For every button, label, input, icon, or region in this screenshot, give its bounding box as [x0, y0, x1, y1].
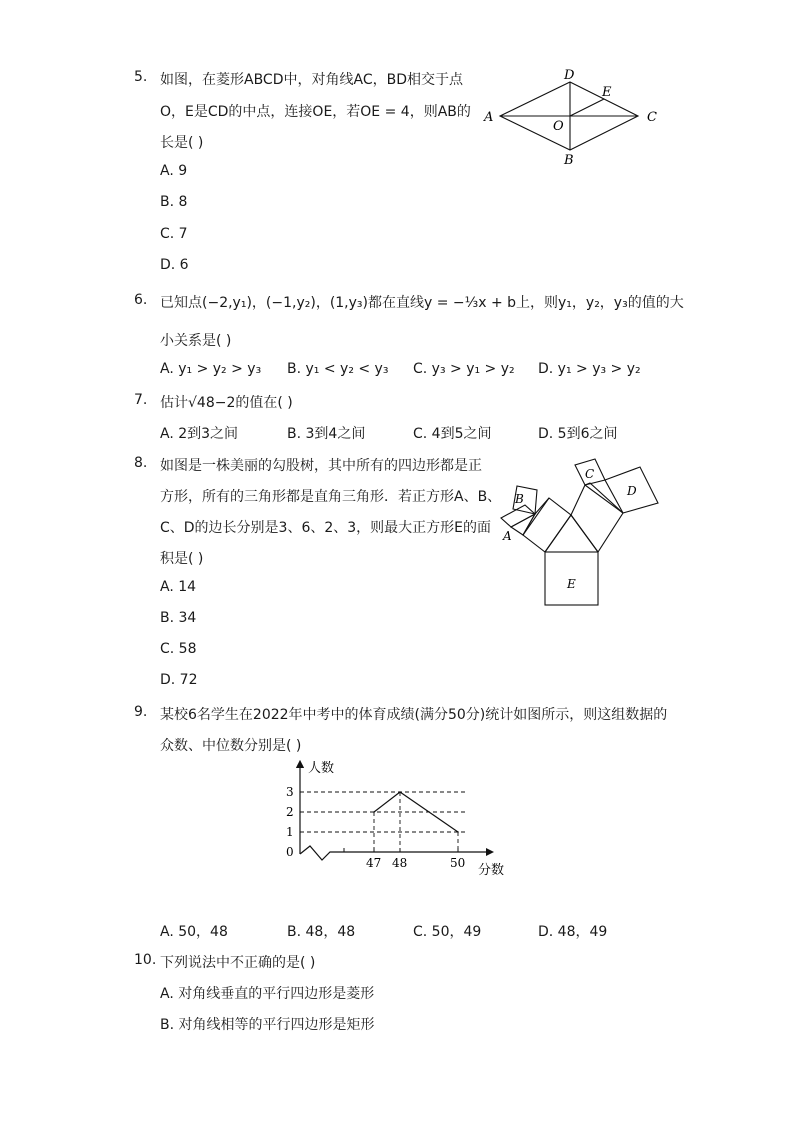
- option-d[interactable]: D. y₁ > y₃ > y₂: [538, 361, 641, 377]
- option-d[interactable]: D. 72: [160, 672, 198, 688]
- question-text: 如图是一株美丽的勾股树，其中所有的四边形都是正: [160, 458, 482, 474]
- label-d: D: [564, 68, 575, 83]
- question-text: C、D的边长分别是3、6、2、3，则最大正方形E的面: [160, 520, 492, 536]
- x-tick-label: 48: [392, 856, 408, 870]
- question-text: 某校6名学生在2022年中考中的体育成绩(满分50分)统计如图所示，则这组数据的: [160, 707, 668, 723]
- question-number: 6.: [134, 292, 148, 308]
- question-number: 7.: [134, 392, 148, 408]
- score-line-chart: [280, 756, 520, 884]
- data-point: [373, 811, 375, 813]
- option-a[interactable]: A. y₁ > y₂ > y₃: [160, 361, 262, 377]
- x-axis-arrow: [486, 848, 494, 856]
- option-a[interactable]: A. 14: [160, 579, 197, 595]
- x-tick-label: 47: [366, 856, 382, 870]
- question-text: 长是( ): [160, 135, 204, 151]
- label-e: E: [567, 577, 576, 591]
- question-text: 估计√48−2的值在( ): [160, 395, 293, 411]
- option-b[interactable]: B. y₁ < y₂ < y₃: [287, 361, 389, 377]
- question-text: 积是( ): [160, 551, 204, 567]
- label-c: C: [647, 110, 657, 125]
- triangle-right: [585, 483, 623, 513]
- label-e: E: [602, 85, 612, 100]
- option-d[interactable]: D. 5到6之间: [538, 426, 618, 442]
- option-b[interactable]: B. 48，48: [287, 924, 356, 940]
- label-a: A: [503, 529, 512, 543]
- option-a[interactable]: A. 50，48: [160, 924, 228, 940]
- label-b: B: [564, 153, 574, 168]
- option-c[interactable]: C. 4到5之间: [413, 426, 492, 442]
- option-b[interactable]: B. 对角线相等的平行四边形是矩形: [160, 1017, 375, 1033]
- label-o: O: [553, 119, 564, 134]
- y-tick-label: 0: [286, 845, 294, 859]
- option-d[interactable]: D. 6: [160, 257, 189, 273]
- question-text: 下列说法中不正确的是( ): [160, 955, 316, 971]
- option-c[interactable]: C. 58: [160, 641, 197, 657]
- option-b[interactable]: B. 8: [160, 194, 188, 210]
- triangle-top: [545, 515, 598, 552]
- label-b: B: [515, 492, 524, 506]
- label-a: A: [484, 110, 494, 125]
- triangle-a: [511, 514, 535, 535]
- question-text: 如图，在菱形ABCD中，对角线AC，BD相交于点: [160, 72, 463, 88]
- y-axis-label: 人数: [308, 761, 335, 776]
- question-text: 众数、中位数分别是( ): [160, 738, 302, 754]
- question-number: 5.: [134, 69, 148, 85]
- y-tick-label: 2: [286, 805, 294, 819]
- question-text: 方形，所有的三角形都是直角三角形．若正方形A、B、: [160, 489, 502, 505]
- option-b[interactable]: B. 34: [160, 610, 197, 626]
- pythagoras-tree-figure: [495, 455, 665, 615]
- y-tick-label: 3: [286, 785, 294, 799]
- option-c[interactable]: C. 7: [160, 226, 188, 242]
- option-b[interactable]: B. 3到4之间: [287, 426, 366, 442]
- x-axis-label: 分数: [478, 863, 505, 878]
- label-d: D: [627, 484, 637, 498]
- question-number: 9.: [134, 704, 148, 720]
- segment-oe: [570, 99, 604, 116]
- question-number: 8.: [134, 455, 148, 471]
- y-tick-label: 1: [286, 825, 294, 839]
- rhombus-figure: [478, 66, 666, 170]
- left-rectangle-square: [523, 498, 571, 552]
- option-a[interactable]: A. 9: [160, 163, 188, 179]
- option-a[interactable]: A. 对角线垂直的平行四边形是菱形: [160, 986, 375, 1002]
- data-point: [457, 831, 459, 833]
- right-square: [571, 485, 623, 552]
- option-c[interactable]: C. y₃ > y₁ > y₂: [413, 361, 515, 377]
- question-number: 10.: [134, 952, 157, 968]
- option-d[interactable]: D. 48，49: [538, 924, 608, 940]
- data-point: [399, 791, 401, 793]
- question-text: 已知点(−2,y₁)，(−1,y₂)，(1,y₃)都在直线y = −⅓x + b上，则y₁，y₂，y₃的值的大: [160, 295, 684, 311]
- option-a[interactable]: A. 2到3之间: [160, 426, 239, 442]
- label-c: C: [585, 467, 595, 481]
- option-c[interactable]: C. 50，49: [413, 924, 482, 940]
- question-text: O，E是CD的中点，连接OE，若OE = 4，则AB的: [160, 104, 471, 120]
- question-text: 小关系是( ): [160, 333, 232, 349]
- x-tick-label: 50: [450, 856, 466, 870]
